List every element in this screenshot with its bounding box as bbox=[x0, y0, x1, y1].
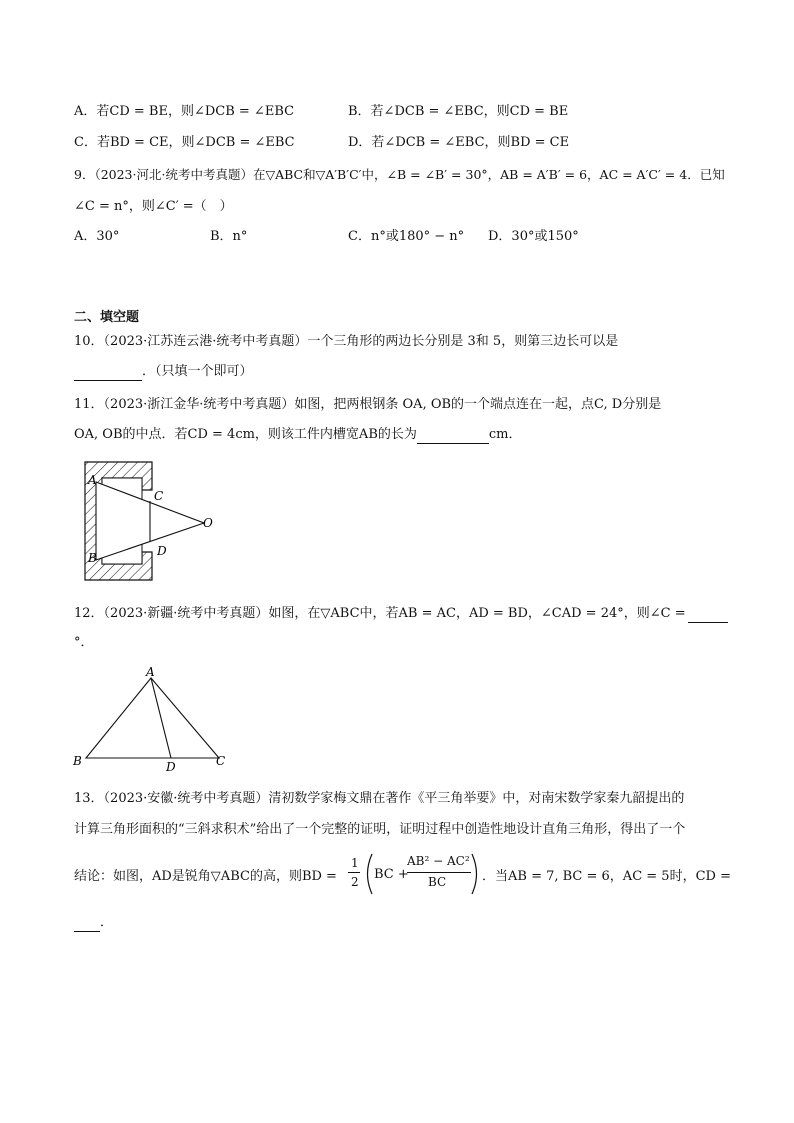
triangle-abc bbox=[86, 678, 219, 758]
formula-bc-term: BC + bbox=[374, 867, 409, 882]
label-a: A bbox=[88, 473, 97, 487]
q12-line1 bbox=[74, 605, 728, 623]
q11-line2-tail: cm． bbox=[488, 427, 522, 442]
q11-workpiece-figure bbox=[80, 460, 230, 585]
formula-denominator: BC bbox=[428, 875, 447, 889]
q13-line3-head: 结论：如图，AD是锐角▽ABC的高，则BD = bbox=[74, 869, 337, 884]
q11-answer-blank[interactable] bbox=[417, 429, 489, 444]
q8-option-c: C．若BD = CE，则∠DCB = ∠EBC bbox=[74, 135, 295, 150]
q13-answer-blank[interactable] bbox=[74, 917, 100, 932]
q10-line1: 10．（2023·江苏连云港·统考中考真题）一个三角形的两边长分别是 3和 5，则第三边长可以是 bbox=[74, 334, 619, 349]
formula-half-denominator: 2 bbox=[351, 875, 359, 889]
formula-fraction-bar bbox=[407, 872, 471, 873]
q9-line2: ∠C = n°，则∠C′ =（ ） bbox=[74, 199, 233, 214]
q12-triangle-figure bbox=[70, 664, 235, 774]
q13-line3-tail: ．当AB = 7, BC = 6，AC = 5时，CD = bbox=[482, 869, 731, 884]
q10-answer-blank[interactable] bbox=[74, 366, 142, 381]
q13-line4-tail: ． bbox=[100, 915, 114, 930]
q11-line2 bbox=[74, 426, 521, 444]
section-title: 二、填空题 bbox=[74, 310, 140, 325]
label-d: D bbox=[166, 760, 176, 774]
q12-line1-head: 12．（2023·新疆·统考中考真题）如图，在▽ABC中，若AB = AC，AD = BD，∠CAD = 24°，则∠C = bbox=[74, 606, 686, 621]
q9-option-d: D．30°或150° bbox=[488, 229, 579, 244]
formula-half-numerator: 1 bbox=[351, 856, 359, 870]
q13-line1: 13．（2023·安徽·统考中考真题）清初数学家梅文鼎在著作《平三角举要》中，对南宋数学家秦九韶提出的 bbox=[74, 791, 685, 806]
q12-line2: °． bbox=[74, 635, 94, 650]
q11-line1: 11．（2023·浙江金华·统考中考真题）如图，把两根钢条 OA, OB的一个端点连在一起，点C, D分别是 bbox=[74, 397, 662, 412]
formula-left-paren bbox=[362, 852, 374, 896]
q9-option-a: A．30° bbox=[74, 229, 120, 244]
q9-option-b: B．n° bbox=[210, 229, 248, 244]
label-c: C bbox=[216, 754, 226, 768]
label-b: B bbox=[73, 754, 82, 768]
formula-half-bar bbox=[348, 872, 360, 873]
label-o: O bbox=[203, 516, 213, 530]
formula-right-paren bbox=[470, 852, 482, 896]
formula-numerator: AB² − AC² bbox=[407, 854, 470, 868]
q13-line4 bbox=[74, 914, 113, 932]
q10-line2 bbox=[74, 363, 253, 381]
q12-answer-blank[interactable] bbox=[688, 608, 728, 623]
q9-line1: 9．（2023·河北·统考中考真题）在▽ABC和▽A′B′C′中，∠B = ∠B′ = 30°，AB = A′B′ = 6，AC = A′C′ = 4．已知 bbox=[74, 167, 725, 182]
label-d: D bbox=[157, 544, 167, 558]
q8-option-d: D．若∠DCB = ∠EBC，则BD = CE bbox=[348, 135, 570, 150]
q11-line2-head: OA, OB的中点．若CD = 4cm，则该工件内槽宽AB的长为 bbox=[74, 427, 417, 442]
label-b: B bbox=[88, 551, 97, 565]
q8-option-b: B．若∠DCB = ∠EBC，则CD = BE bbox=[348, 104, 569, 119]
q10-line2-tail: ．（只填一个即可） bbox=[142, 364, 253, 379]
q8-option-a: A．若CD = BE，则∠DCB = ∠EBC bbox=[74, 104, 295, 119]
label-a: A bbox=[146, 665, 155, 679]
label-c: C bbox=[154, 489, 164, 503]
q13-line2: 计算三角形面积的“三斜求积术”给出了一个完整的证明，证明过程中创造性地设计直角三角形，得出了一个 bbox=[74, 822, 686, 837]
q9-option-c: C．n°或180° − n° bbox=[348, 229, 465, 244]
